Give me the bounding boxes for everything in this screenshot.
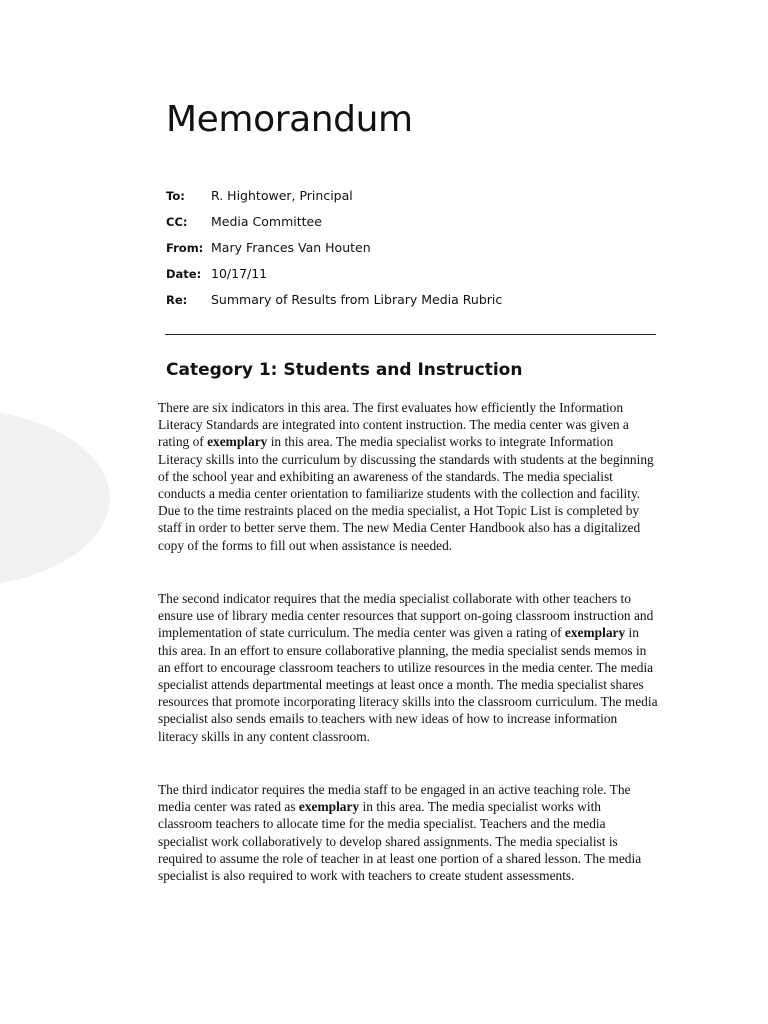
rating-emphasis: exemplary [564,625,626,641]
paragraph-text: The third indicator requires the media staff to be engaged in an active teaching role. The media center was rated as [158,782,631,815]
field-value: Summary of Results from Library Media Rubric [211,292,503,307]
rating-emphasis: exemplary [298,799,360,815]
field-value: Mary Frances Van Houten [211,240,371,255]
field-label: Re: [166,293,188,307]
memo-title: Memorandum [166,99,413,140]
body-paragraph [158,590,658,745]
field-label: CC: [166,215,188,229]
rating-emphasis: exemplary [207,434,268,450]
paragraph-text: in this area. The media specialist works with classroom teachers to allocate time for the media specialist. Teachers and the media specialist work collaboratively to develop shared assignments. The media specialist is required to assume the role of teacher in at least one portion of a shared lesson. The media specialist is also required to work with teachers to create student assessments. [158,799,642,884]
field-label: To: [166,189,185,203]
body-paragraph [158,399,658,554]
field-value: R. Hightower, Principal [211,188,353,203]
field-value: Media Committee [211,214,322,229]
field-label: Date: [166,267,202,281]
field-value: 10/17/11 [211,266,268,281]
paragraph-text: in this area. In an effort to ensure collaborative planning, the media specialist sends memos in an effort to encourage classroom teachers to utilize resources in the media center. The media specialist attends departmental meetings at least once a month. The media specialist shares resources that promote incorporating literacy skills into the classroom curriculum. The media specialist also sends emails to teachers with new ideas of how to increase information literacy skills in any content classroom. [158,625,658,744]
header-divider [165,334,656,335]
body-paragraph [158,781,658,884]
section-heading: Category 1: Students and Instruction [166,360,523,380]
paragraph-text: in this area. The media specialist works to integrate Information Literacy skills into the curriculum by discussing the standards with students at the beginning of the school year and exhibiting an awareness of the standards. The media specialist conducts a media center orientation to familiarize students with the collection and facility. Due to the time restraints placed on the media specialist, a Hot Topic List is completed by staff in order to better serve them. The new Media Center Handbook also has a digitalized copy of the forms to fill out when assistance is needed. [158,434,654,553]
paragraph-text: There are six indicators in this area. The first evaluates how efficiently the Information Literacy Standards are integrated into content instruction. The media center was given a rating of [158,400,629,450]
paragraph-text: The second indicator requires that the media specialist collaborate with other teachers to ensure use of library media center resources that support on-going classroom instruction and implementation of state curriculum. The media center was given a rating of [158,591,654,641]
field-label: From: [166,241,204,255]
